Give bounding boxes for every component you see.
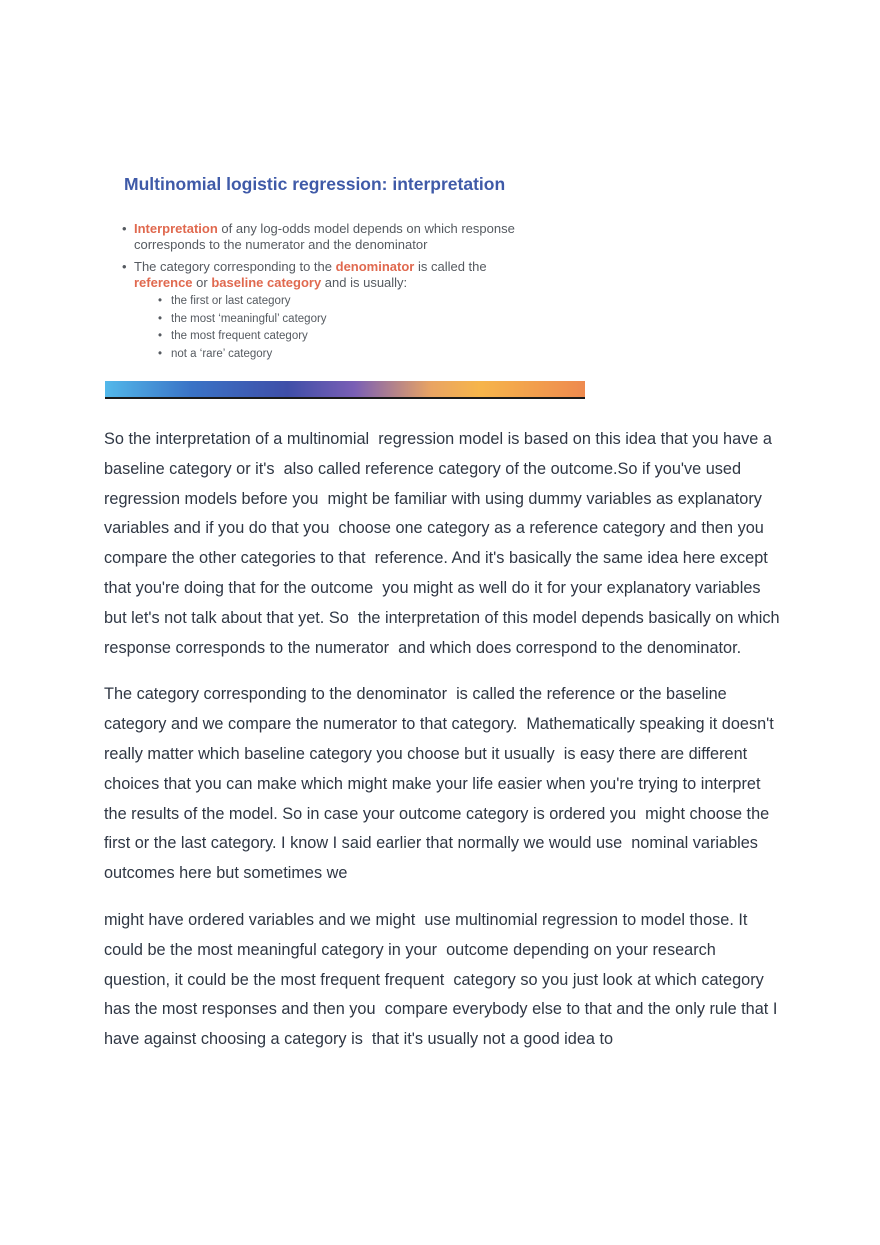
highlight-reference: reference (134, 275, 193, 290)
slide-gradient-bar (105, 381, 585, 397)
bullet-dot-icon: • (122, 259, 127, 274)
bullet-text: or (192, 275, 212, 290)
paragraph: might have ordered variables and we might use multinomial regression to model those. It could be the most meaningful category in your outcome depending on your research question, it could be the most frequent frequent category so you just look at which category has the most responses and then you compare everybody else to that and the only rule that I have against choosing a category is that it's usually not a good idea to (104, 910, 782, 1049)
slide-bullet-list (121, 221, 581, 369)
paragraph: The category corresponding to the denominator is called the reference or the baseline category and we compare the numerator to that category. Mathematically speaking it doesn't really matter which baseline category you choose but it usually is easy there are different choices that you can make which might make your life easier when you're trying to interpret the results of the model. So in case your outcome category is ordered you might choose the first or the last category. I know I said earlier that normally we would use nominal variables outcomes here but sometimes we (104, 685, 779, 883)
slide-sub-list (134, 293, 581, 363)
sub-list-item: • the most ‘meaningful’ category (158, 311, 581, 329)
bullet-text: of any log-odds model depends on which response corresponds to the numerator and the denominator (134, 221, 515, 252)
highlight-baseline-category: baseline category (211, 275, 322, 290)
slide-bullet-interpretation (121, 221, 581, 253)
bullet-text: The category corresponding to the (134, 259, 336, 274)
slide-divider-line (105, 397, 585, 399)
highlight-denominator: denominator (335, 259, 415, 274)
bullet-dot-icon: • (158, 330, 163, 342)
bullet-dot-icon: • (158, 347, 163, 360)
bullet-text: and is usually: (321, 275, 408, 290)
slide-title: Multinomial logistic regression: interpretation (124, 174, 506, 194)
bullet-dot-icon: • (122, 221, 127, 236)
paragraph: So the interpretation of a multinomial regression model is based on this idea that you have a baseline category or it's also called reference category of the outcome.So if you've used regression models before you might be familiar with using dummy variables as explanatory variables and if you do that you choose one category as a reference category and then you compare the other categories to that reference. And it's basically the same idea here except that you're doing that for the outcome you might as well do it for your explanatory variables but let's not talk about that yet. So the interpretation of this model depends basically on which response corresponds to the numerator and which does correspond to the denominator. (104, 430, 785, 657)
bullet-dot-icon: • (158, 312, 163, 325)
slide-image (105, 165, 585, 401)
bullet-text: is called the (414, 259, 487, 274)
bullet-dot-icon: • (158, 295, 163, 307)
sub-list-item: • not a ‘rare’ category (158, 346, 581, 364)
transcript-text (104, 425, 784, 1072)
sub-list-item: • the most frequent category (158, 328, 581, 346)
highlight-interpretation: Interpretation (134, 221, 218, 236)
slide-bullet-denominator (121, 259, 581, 363)
sub-list-item: • the first or last category (158, 293, 581, 311)
